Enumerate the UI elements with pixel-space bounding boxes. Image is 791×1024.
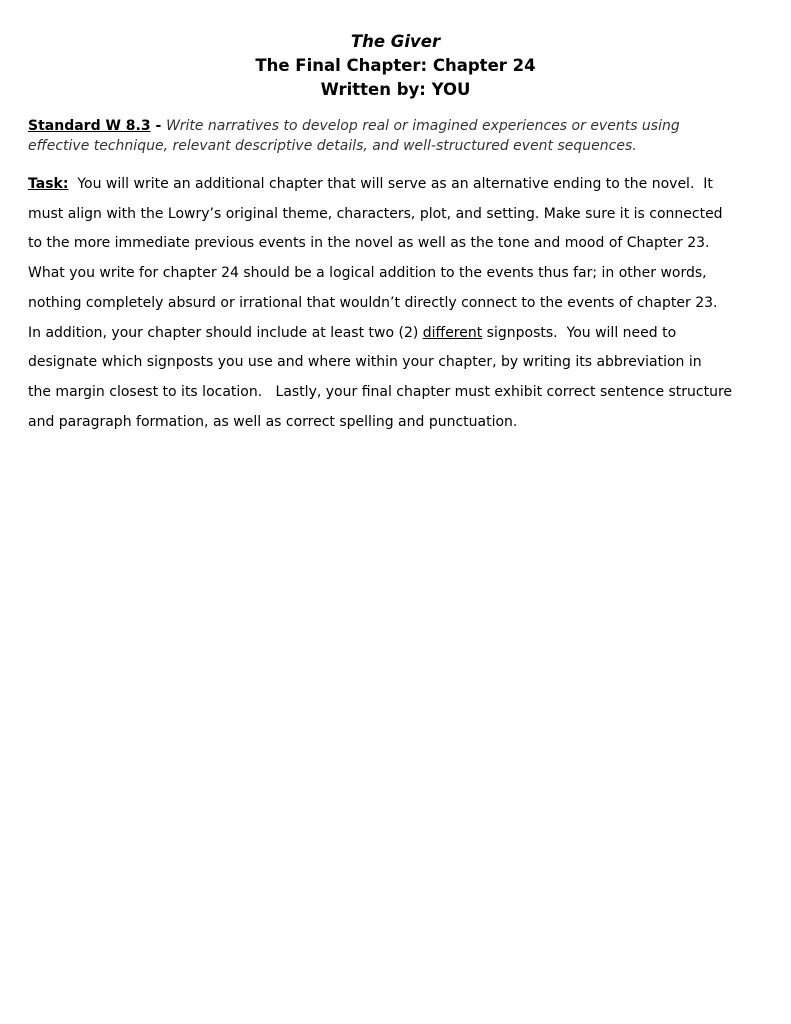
standard-description-2: effective technique, relevant descriptive details, and well-structured event sequences.	[28, 138, 637, 154]
task-line-6	[28, 319, 768, 349]
standard-label: Standard W 8.3	[28, 118, 151, 134]
task-line-9: and paragraph formation, as well as correct spelling and punctuation.	[28, 413, 518, 430]
standard-line-1	[28, 116, 768, 136]
standard-section	[28, 116, 768, 156]
standard-line-2	[28, 136, 768, 156]
task-line-2: must align with the Lowry’s original theme, characters, plot, and setting. Make sure it is connected	[28, 205, 723, 222]
standard-separator: -	[150, 118, 167, 134]
assignment-title: The Final Chapter: Chapter 24	[255, 56, 536, 75]
task-text-6b: signposts. You will need to	[482, 324, 677, 341]
task-text-6a: In addition, your chapter should include at least two (2)	[28, 324, 423, 341]
book-title: The Giver	[350, 32, 441, 51]
task-text-1: You will write an additional chapter that will serve as an alternative ending to the novel. It	[68, 176, 713, 192]
task-line-8: the margin closest to its location. Lastly, your final chapter must exhibit correct sentence structure	[28, 383, 733, 400]
task-label: Task:	[28, 176, 69, 192]
task-line-3: to the more immediate previous events in the novel as well as the tone and mood of Chapter 23.	[28, 235, 710, 252]
task-section	[28, 170, 768, 437]
byline: Written by: YOU	[320, 80, 471, 99]
standard-description-1: Write narratives to develop real or imagined experiences or events using	[166, 118, 680, 134]
document-header	[0, 30, 791, 102]
task-line-1	[28, 170, 768, 200]
task-emphasis-different: different	[422, 324, 483, 341]
task-line-4: What you write for chapter 24 should be a logical addition to the events thus far; in other words,	[28, 265, 707, 282]
task-line-5: nothing completely absurd or irrational that wouldn’t directly connect to the events of chapter 23.	[28, 294, 718, 311]
task-line-7: designate which signposts you use and where within your chapter, by writing its abbreviation in	[28, 354, 702, 371]
